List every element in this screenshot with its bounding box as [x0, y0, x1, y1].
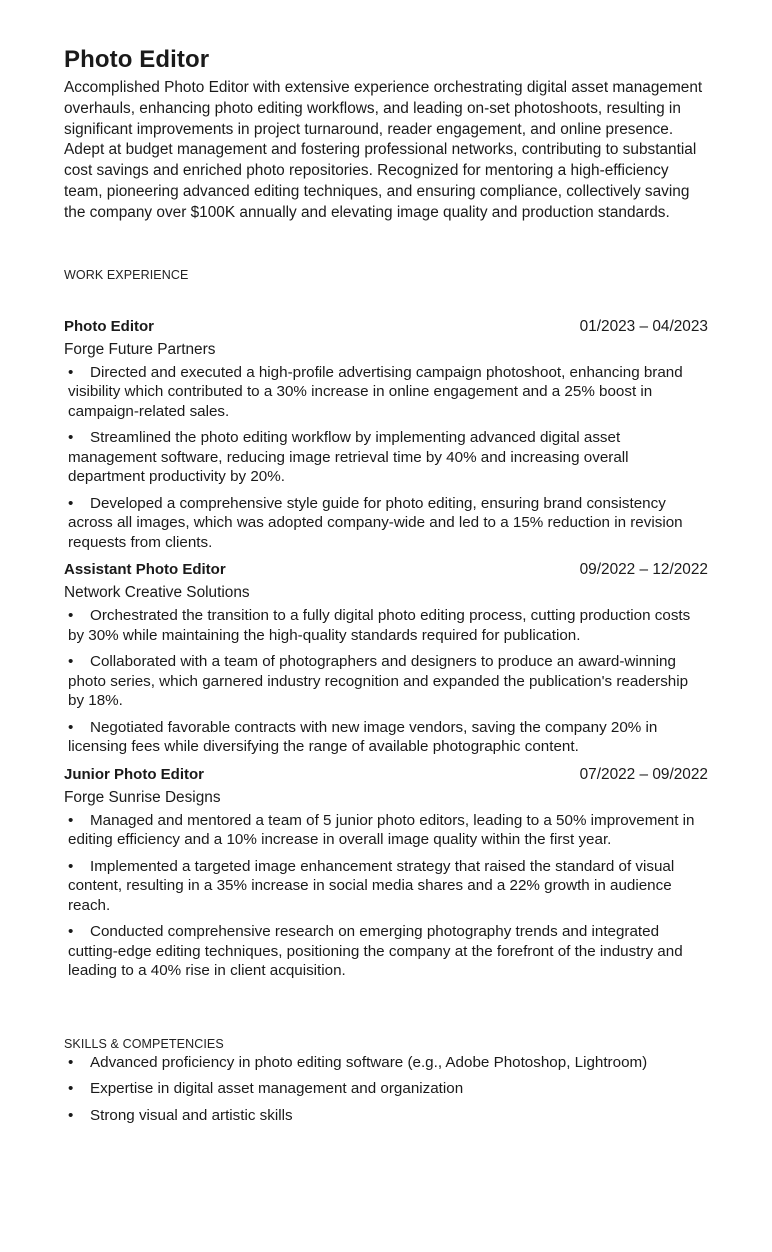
job-header — [64, 764, 708, 786]
job-entry — [64, 316, 708, 553]
bullet-icon: • — [68, 494, 74, 512]
bullet-icon: • — [68, 653, 74, 671]
skill-item: • Expertise in digital asset management and organization — [68, 1080, 464, 1098]
skill-item: • Advanced proficiency in photo editing software (e.g., Adobe Photoshop, Lightroom) — [68, 1053, 648, 1071]
bullet-item: • Collaborated with a team of photographers and designers to produce an award-winning photo series, which garnered industry recognition and expanded the publication's readership by 18%. — [68, 653, 689, 710]
job-entry — [64, 559, 708, 757]
company-name: Forge Sunrise Designs — [64, 788, 221, 806]
job-header — [64, 316, 708, 338]
bullet-item: • Managed and mentored a team of 5 junior photo editors, leading to a 50% improvement in editing efficiency and a 10% increase in overall image quality within the first year. — [68, 811, 695, 849]
skills-heading: SKILLS & COMPETENCIES — [64, 1036, 224, 1051]
bullet-item: • Negotiated favorable contracts with new image vendors, saving the company 20% in licensing fees while diversifying the range of available photographic content. — [68, 718, 658, 756]
bullet-icon: • — [68, 718, 74, 736]
company-name: Network Creative Solutions — [64, 584, 250, 602]
bullet-icon: • — [68, 811, 74, 829]
skills-list — [64, 1053, 708, 1126]
bullet-item: • Directed and executed a high-profile advertising campaign photoshoot, enhancing brand visibility which contributed to a 30% increase in online engagement and a 25% boost in campaign-related sales. — [68, 363, 683, 420]
job-dates: 07/2022 – 09/2022 — [579, 765, 708, 783]
bullet-item: • Developed a comprehensive style guide for photo editing, ensuring brand consistency across all images, which was adopted company-wide and led to a 15% reduction in revision requests from clients. — [68, 494, 683, 551]
bullet-item: • Conducted comprehensive research on emerging photography trends and integrated cutting-edge editing techniques, positioning the company at the forefront of the industry and leading to a 40% rise in client acquisition. — [68, 923, 683, 980]
work-experience-heading: WORK EXPERIENCE — [64, 267, 189, 282]
job-bullets — [64, 811, 708, 981]
job-bullets — [64, 606, 708, 757]
bullet-item: • Implemented a targeted image enhancement strategy that raised the standard of visual content, resulting in a 35% increase in social media shares and a 22% growth in audience reach. — [68, 857, 675, 914]
bullet-icon: • — [68, 1106, 74, 1124]
bullet-icon: • — [68, 923, 74, 941]
summary-text: Accomplished Photo Editor with extensive experience orchestrating digital asset management overhauls, enhancing photo editing workflows, and leading on-set photoshoots, resulting in significant improvements in project turnaround, reader engagement, and online presence. Adept at budget management and fostering professional networks, contributing to substantial cost savings and enriched photo repositories. Recognized for mentoring a high-efficiency team, pioneering advanced editing techniques, and ensuring compliance, collectively saving the company over $100K annually and elevating image quality and production standards. — [64, 79, 703, 221]
job-dates: 09/2022 – 12/2022 — [579, 561, 708, 579]
job-title: Photo Editor — [64, 317, 154, 335]
bullet-icon: • — [68, 607, 74, 625]
page-title: Photo Editor — [64, 46, 210, 73]
bullet-icon: • — [68, 1080, 74, 1098]
job-bullets — [64, 363, 708, 553]
bullet-item: • Orchestrated the transition to a fully digital photo editing process, cutting production costs by 30% while maintaining the high-quality standards required for publication. — [68, 607, 691, 644]
bullet-icon: • — [68, 429, 74, 447]
job-header — [64, 559, 708, 581]
job-title: Junior Photo Editor — [64, 765, 204, 783]
skill-item: • Strong visual and artistic skills — [68, 1106, 293, 1124]
bullet-icon: • — [68, 363, 74, 381]
job-entry — [64, 764, 708, 981]
company-name: Forge Future Partners — [64, 340, 216, 358]
job-dates: 01/2023 – 04/2023 — [579, 317, 708, 335]
bullet-item: • Streamlined the photo editing workflow by implementing advanced digital asset management software, reducing image retrieval time by 40% and increasing overall department productivity by 20%. — [68, 429, 629, 486]
resume-content — [64, 44, 708, 1132]
bullet-icon: • — [68, 857, 74, 875]
bullet-icon: • — [68, 1053, 74, 1071]
job-title: Assistant Photo Editor — [64, 561, 226, 579]
